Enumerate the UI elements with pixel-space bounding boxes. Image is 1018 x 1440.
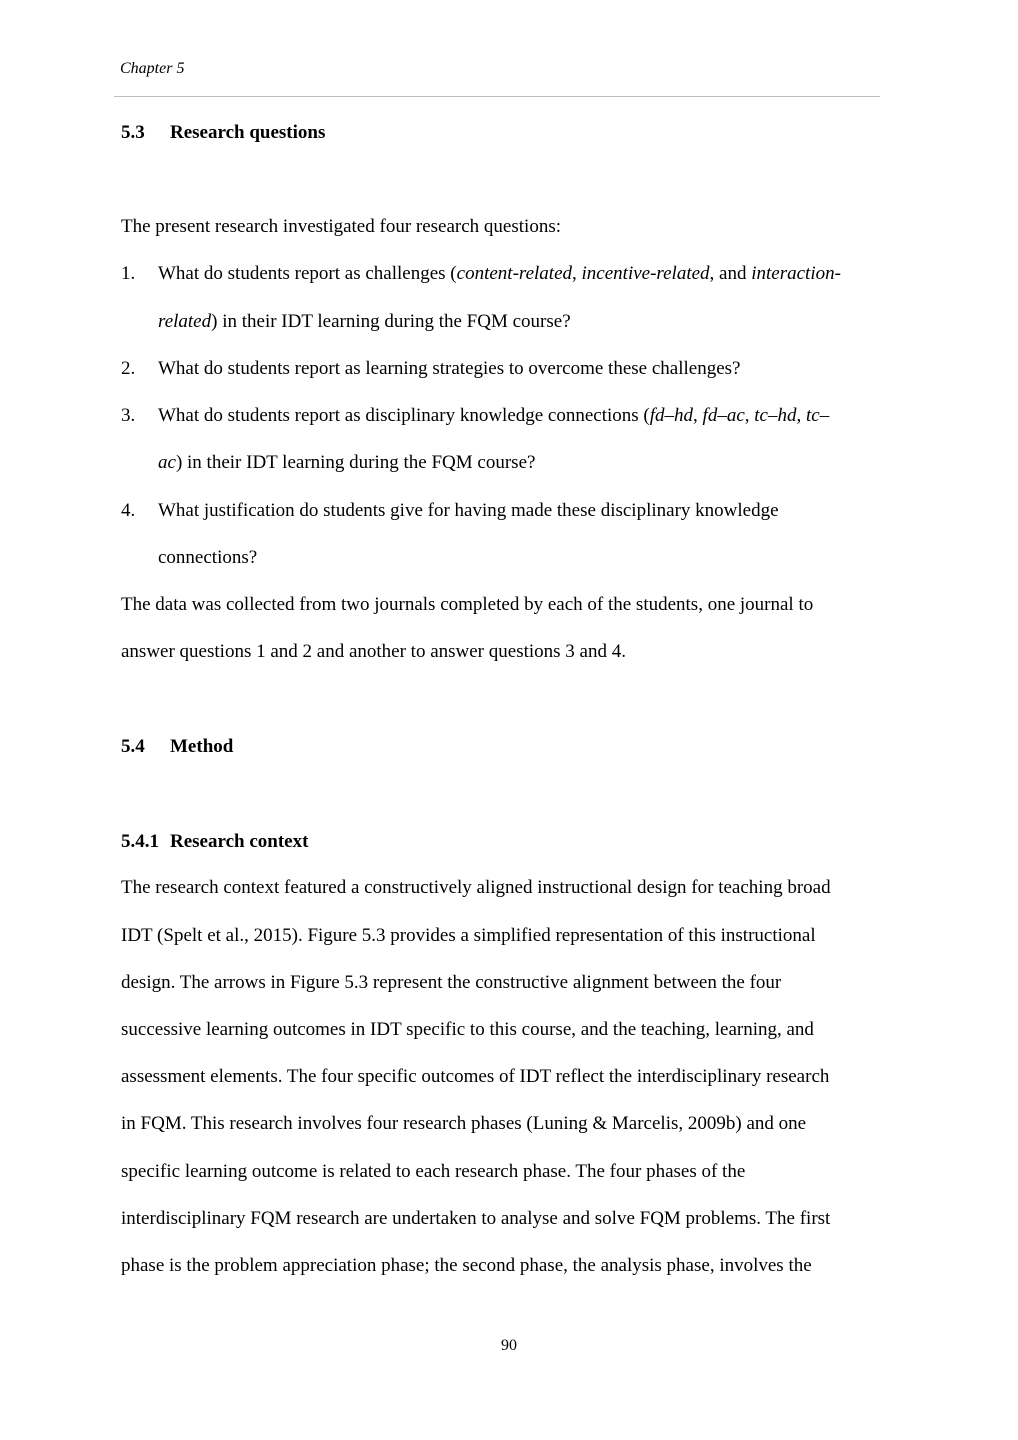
context-paragraph-line-7: specific learning outcome is related to each research phase. The four phases of the <box>121 1161 746 1182</box>
section-heading-5-4 <box>121 736 233 758</box>
intro-text: The present research investigated four research questions: <box>121 216 561 237</box>
question-3-line-1: What do students report as disciplinary knowledge connections (fd–hd, fd–ac, tc–hd, tc– <box>158 405 830 426</box>
section-heading-5-3 <box>121 122 325 144</box>
context-paragraph-line-1: The research context featured a constructively aligned instructional design for teaching broad <box>121 877 831 898</box>
subsection-title: Research context <box>170 831 309 852</box>
context-paragraph-line-2: IDT (Spelt et al., 2015). Figure 5.3 provides a simplified representation of this instructional <box>121 925 816 946</box>
context-paragraph-line-9: phase is the problem appreciation phase; the second phase, the analysis phase, involves the <box>121 1255 812 1276</box>
header-rule <box>114 96 880 97</box>
question-3-number: 3. <box>121 405 136 426</box>
page-number: 90 <box>501 1337 517 1354</box>
subsection-heading-5-4-1 <box>121 831 308 853</box>
question-4-line-2: connections? <box>158 547 258 568</box>
question-1-line-2: related) in their IDT learning during the FQM course? <box>158 311 571 332</box>
subsection-number: 5.4.1 <box>121 831 159 852</box>
context-paragraph-line-5: assessment elements. The four specific outcomes of IDT reflect the interdisciplinary research <box>121 1066 830 1087</box>
question-2-number: 2. <box>121 358 136 379</box>
question-2-line-1: What do students report as learning strategies to overcome these challenges? <box>158 358 741 379</box>
question-1-number: 1. <box>121 263 136 284</box>
running-header: Chapter 5 <box>120 60 185 77</box>
data-paragraph-line-2: answer questions 1 and 2 and another to answer questions 3 and 4. <box>121 641 626 662</box>
data-paragraph-line-1: The data was collected from two journals completed by each of the students, one journal to <box>121 594 814 615</box>
section-title: Method <box>170 736 234 757</box>
section-title: Research questions <box>170 122 326 143</box>
question-1-line-1: What do students report as challenges (content-related, incentive-related, and interaction- <box>158 263 841 284</box>
section-number: 5.3 <box>121 122 145 143</box>
context-paragraph-line-8: interdisciplinary FQM research are undertaken to analyse and solve FQM problems. The first <box>121 1208 831 1229</box>
context-paragraph-line-3: design. The arrows in Figure 5.3 represent the constructive alignment between the four <box>121 972 782 993</box>
question-4-line-1: What justification do students give for having made these disciplinary knowledge <box>158 500 779 521</box>
question-4-number: 4. <box>121 500 136 521</box>
context-paragraph-line-4: successive learning outcomes in IDT specific to this course, and the teaching, learning, and <box>121 1019 814 1040</box>
section-number: 5.4 <box>121 736 145 757</box>
context-paragraph-line-6: in FQM. This research involves four research phases (Luning & Marcelis, 2009b) and one <box>121 1113 807 1134</box>
question-3-line-2: ac) in their IDT learning during the FQM course? <box>158 452 536 473</box>
